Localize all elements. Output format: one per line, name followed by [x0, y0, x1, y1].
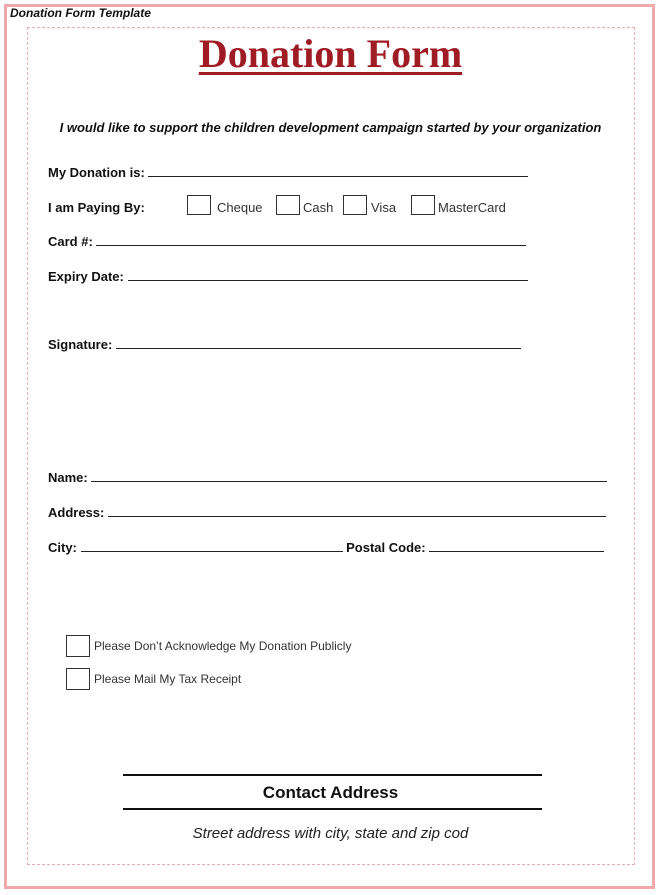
signature-row — [48, 337, 521, 352]
no-acknowledge-checkbox[interactable] — [66, 635, 90, 657]
cheque-checkbox[interactable] — [187, 195, 211, 215]
no-acknowledge-label: Please Don’t Acknowledge My Donation Publicly — [94, 639, 352, 653]
postal-code-label: Postal Code: — [346, 540, 426, 555]
mail-receipt-checkbox[interactable] — [66, 668, 90, 690]
visa-checkbox[interactable] — [343, 195, 367, 215]
city-input-line[interactable] — [81, 540, 343, 552]
expiry-row — [48, 269, 528, 284]
address-input-line[interactable] — [108, 505, 606, 517]
signature-input-line[interactable] — [116, 337, 521, 349]
card-row — [48, 234, 526, 249]
donation-input-line[interactable] — [148, 165, 528, 177]
contact-subtitle: Street address with city, state and zip cod — [192, 825, 469, 842]
cheque-label: Cheque — [217, 200, 263, 215]
paying-by-label: I am Paying By: — [48, 200, 145, 215]
donation-row — [48, 165, 528, 180]
mail-receipt-label: Please Mail My Tax Receipt — [94, 672, 242, 686]
postal-code-input-line[interactable] — [429, 540, 604, 552]
name-input-line[interactable] — [91, 470, 607, 482]
contact-top-rule — [123, 774, 542, 776]
name-label: Name: — [48, 470, 88, 485]
donation-label: My Donation is: — [48, 165, 145, 180]
signature-label: Signature: — [48, 337, 113, 352]
intro-text: I would like to support the children development campaign started by your organization — [59, 120, 602, 135]
expiry-input-line[interactable] — [128, 269, 528, 281]
expiry-label: Expiry Date: — [48, 269, 124, 284]
paying-by-label-row — [48, 200, 145, 215]
name-row — [48, 470, 607, 485]
template-label: Donation Form Template — [10, 6, 151, 20]
mastercard-label: MasterCard — [438, 200, 506, 215]
contact-bottom-rule — [123, 808, 542, 810]
card-input-line[interactable] — [96, 234, 526, 246]
visa-label: Visa — [371, 200, 397, 215]
form-dashed-border — [27, 27, 635, 865]
city-label: City: — [48, 540, 77, 555]
contact-title: Contact Address — [262, 783, 399, 802]
card-label: Card #: — [48, 234, 93, 249]
cash-label: Cash — [303, 200, 334, 215]
address-label: Address: — [48, 505, 105, 520]
form-title: Donation Form — [198, 31, 463, 76]
address-row — [48, 505, 606, 520]
city-postal-row — [48, 540, 604, 555]
cash-checkbox[interactable] — [276, 195, 300, 215]
mastercard-checkbox[interactable] — [411, 195, 435, 215]
